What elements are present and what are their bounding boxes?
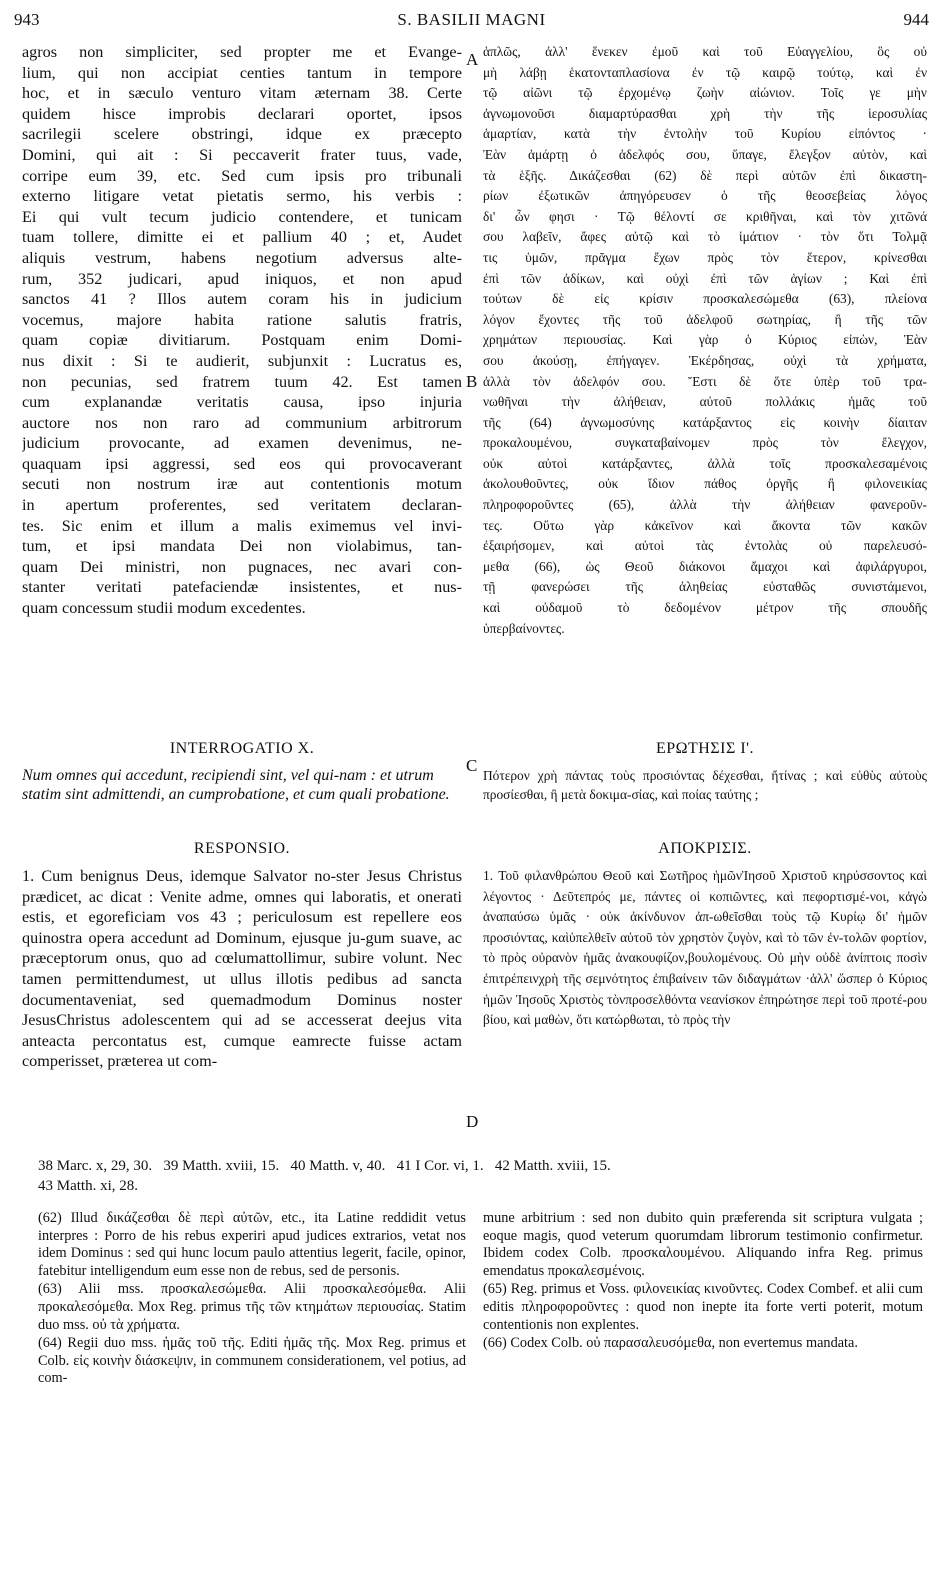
latin-text-line: judicium provocante, ad examen devenimus, ne- xyxy=(22,434,462,453)
greek-text-line: δι' ὧν φησι · Τῷ θέλοντί σε κριθῆναι, καὶ τὸν χιτῶνά xyxy=(483,208,927,224)
margin-marker-c: C xyxy=(466,756,478,775)
greek-answer-line: ἀλλ' ὥσπερ ὁ Κύριος ἡμῶν Ἰησοῦς Χριστὸς τὸν xyxy=(483,970,927,1007)
greek-text-line: ὑπερβαίνοντες. xyxy=(483,620,565,636)
greek-text-line: μὴ λάβῃ ἑκατονταπλασίονα ἐν τῷ καιρῷ τούτῳ, καὶ ἐν xyxy=(483,64,927,80)
greek-text-line: ἀγνωμονοῦσι διαμαρτύρασθαι χρὴ τὴν τῆς ἱεροσυλίας xyxy=(483,105,927,121)
greek-answer-line: ωθεῖσθαι τοὺς τῷ Κυρίῳ δι' ἡμῶν προσιόντας, καὶ xyxy=(483,909,927,945)
latin-text-line: secuti non nostrum iræ aut contentionis motum xyxy=(22,475,462,494)
latin-answer xyxy=(22,866,462,1072)
latin-question xyxy=(22,766,462,804)
greek-text-line: λόγον ἔχοντες τῆς τοῦ ἀδελφοῦ σωτηρίας, ἢ τῆς τῶν xyxy=(483,311,927,327)
latin-answer-line: veniat, sed quemadmodum Dominus noster Jesus xyxy=(22,990,462,1030)
latin-answer-line: recte fuisse actam comperisset, præterea ut com- xyxy=(22,1031,463,1071)
critical-note: (65) Reg. primus et Voss. φιλονεικίας κινοῦντες. Codex Combef. et alii cum editis πληροφοροῦντες : quod non inepte ita forte verti poterit, motum contentionis non explentes. xyxy=(483,1281,923,1333)
greek-answer-line: προσελθόντα νεανίσκον ἐπηρώτησε περὶ τοῦ προτέ- xyxy=(625,991,907,1007)
latin-text-line: non pecunias, sed fratrem tuum 42. Est tamen xyxy=(22,372,462,391)
latin-question-line: probatione, et cum quali probatione. xyxy=(215,786,450,803)
latin-text-line: quidem hisce improbis declarari oportet, ipsos xyxy=(22,104,462,123)
margin-marker-d: D xyxy=(466,1112,479,1131)
latin-answer-line: reficiam vos 43 ; periculosum est repellere eos qui xyxy=(22,908,462,947)
latin-text-line: vocemus, majore habita ratione salutis fratris, xyxy=(22,310,462,329)
greek-text-column xyxy=(483,42,927,639)
greek-answer-line: νοι, κἀγὼ ἀναπαύσω ὑμᾶς · οὐκ ἀκίνδυνον ἀπ- xyxy=(483,888,927,925)
greek-text-line: ἀλλὰ τὸν ἀδελφόν σου. Ἔστι δὲ ὅτε ὑπὲρ τοῦ τρα- xyxy=(483,373,927,389)
critical-notes-right xyxy=(483,1210,923,1354)
latin-answer-line: ejus vita anteacta percontatus est, cumque eam xyxy=(22,1011,462,1050)
greek-section-title: ΕΡΩΤΗΣΙΣ Ι'. xyxy=(655,740,755,757)
greek-question xyxy=(483,766,927,804)
latin-text-line: sanctos 41 ? Illos autem coram his in judicium xyxy=(22,290,462,309)
page-number-left: 943 xyxy=(14,10,40,29)
footnote-references xyxy=(38,1156,928,1196)
critical-note: (66) Codex Colb. οὐ παρασαλευσόμεθα, non evertemus mandata. xyxy=(483,1335,858,1352)
footnote-reference-line: 38 Marc. x, 29, 30. 39 Matth. xviii, 15. 40 Matth. v, 40. 41 I Cor. vi, 1. 42 Matth. xviii, 15. xyxy=(38,1158,611,1174)
latin-text-line: aliquis vestrum, habens negotium adversus alte- xyxy=(22,248,462,267)
latin-answer-line: 1. Cum benignus Deus, idemque Salvator no- xyxy=(22,867,337,885)
greek-answer xyxy=(483,866,927,1031)
latin-text-line: quam copiæ divitiarum. Postquam enim Domi- xyxy=(22,331,462,350)
greek-answer-line: βουλομένους. Οὐ μὴν οὐδὲ ἀνίπτοις ποσὶν ἐπιτρέπειν xyxy=(483,950,927,986)
greek-answer-line: ὑπελθεῖν αὐτοῦ τὸν χρηστὸν ζυγὸν, καὶ τὸ τῶν ἐν- xyxy=(568,929,844,945)
latin-text-line: quam concessum studii modum excedentes. xyxy=(22,599,306,618)
critical-note: mune arbitrium : sed non dubito quin præferenda sit scriptura vulgata ; eoque magis, quod veterum quorumdam librorum testimonio confirmetur. Ibidem codex Colb. προσκαλουμένου. Aliquando infra Reg. primus emendatus προκαλεσμένοις. xyxy=(483,1210,923,1279)
critical-note: (63) Alii mss. προσκαλεσώμεθα. Alii προσκαλεσόμεθα. Alii προκαλεσόμεθα. Mox Reg. primus τῆς τῶν κτημάτων περιουσίας. Statim duo mss. οὐ τὰ χρήματα. xyxy=(38,1281,466,1333)
latin-question-line: Num omnes qui accedunt, recipiendi sint, vel qui- xyxy=(22,767,340,784)
latin-answer-line: Christus adolescentem qui ad se accesserat de xyxy=(56,1011,400,1030)
greek-text-line: τῇ φανερώσει τῆς ἀληθείας εὐσταθῶς συνιστάμενοι, xyxy=(483,579,927,595)
margin-marker-a: A xyxy=(466,50,479,69)
greek-text-line: ἁμαρτίαν, κατὰ τὴν ἐντολὴν τοῦ Κυρίου εἰπόντος · xyxy=(483,126,927,142)
greek-text-line: τις ὑμῶν, πρᾶγμα ἔχων πρὸς τὸν ἕτερον, κρίνεσθαι xyxy=(483,249,927,265)
latin-text-line: sacrilegii scelere obstringi, idque ex præcepto xyxy=(22,125,462,144)
greek-text-line: προκαλουμένου, συγκαταβαίνομεν πρὸς τὸν ἔλεγχον, xyxy=(483,435,927,451)
latin-text-line: quam Dei ministri, non pugnaces, nec avari con- xyxy=(22,557,462,576)
greek-question-line: σίας, καὶ ποίας ταύτης ; xyxy=(631,787,759,802)
margin-marker-b: B xyxy=(466,372,478,391)
critical-note: (64) Regii duo mss. ἡμᾶς τοῦ τῆς. Editi ἡμᾶς τῆς. Mox Reg. primus et Colb. εἰς κοινὴν διάσκεψιν, in communem considerationem, vel potius, ad com- xyxy=(38,1335,466,1387)
greek-response-title: ΑΠΟΚΡΙΣΙΣ. xyxy=(658,840,752,857)
latin-text-line: quaquam ipsi aggressi, sed eos qui provocaverant xyxy=(22,454,462,473)
greek-text-line: ἐξαιρήσομεν, καὶ αὐτοὶ τὰς ἐντολὰς οὐ παρελευσό- xyxy=(483,538,927,554)
greek-answer-line: Ἰησοῦ Χριστοῦ κηρύσσοντος καὶ λέγοντος · Δεῦτε xyxy=(483,868,927,904)
latin-answer-line: est, ut ullus illotis pedibus ad sancta documenta xyxy=(22,969,462,1009)
greek-text-line: καὶ οὐδαμοῦ τὸ δεδομένον μέτρον τῆς σπουδῆς xyxy=(483,600,927,616)
greek-text-line: ἁπλῶς, ἀλλ' ἕνεκεν ἐμοῦ καὶ τοῦ Εὐαγγελίου, ὃς οὐ xyxy=(483,44,927,59)
latin-text-line: Domini, qui ait : Si peccaverit frater tuus, vade, xyxy=(22,145,462,164)
latin-text-line: stanter veritati patefaciendæ insistentes, et nus- xyxy=(22,578,462,597)
greek-text-line: μεθα (66), ὡς Θεοῦ διάκονοι ἄμαχοι καὶ ἀφιλάργυροι, xyxy=(483,558,927,574)
latin-response-title: RESPONSIO. xyxy=(193,840,291,857)
greek-text-line: τούτων δὲ εἰς κρίσιν προσκαλεσώμεθα (63), πλείονα xyxy=(483,291,927,307)
greek-answer-line: 1. Τοῦ φιλανθρώπου Θεοῦ καὶ Σωτῆρος ἡμῶν xyxy=(483,868,742,883)
latin-answer-line: me, omnes qui laboratis, et onerati estis, et ego xyxy=(22,887,463,927)
latin-text-line: agros non simpliciter, sed propter me et Evange- xyxy=(22,43,462,61)
greek-text-line: ἀκολουθοῦντες, οὐκ ἴδιον πάθος ὀργῆς ἢ φιλονεικίας xyxy=(483,476,927,492)
greek-text-line: ρίων ἐξωτικῶν ἀπηγόρευσεν ὁ τῆς θεοσεβείας λόγος xyxy=(483,188,927,204)
greek-question-line: τίνας ; καὶ εὐθὺς αὐτοὺς προσίεσθαι, ἢ μετὰ δοκιμα- xyxy=(483,768,927,802)
greek-text-line: οὐκ αὐτοὶ κατάρξαντες, ἀλλὰ τοῖς προσκαλεσαμένοις xyxy=(483,455,927,471)
greek-text-line: χρημάτων περιουσίας. Καὶ γὰρ ὁ Κύριος εἰπὼν, Ἐὰν xyxy=(483,332,927,348)
critical-notes-left xyxy=(38,1210,466,1389)
greek-text-line: τες. Οὕτω γὰρ κἀκεῖνον καὶ ἄκοντα τῶν κακῶν xyxy=(483,517,927,533)
footnote-reference-line: 43 Matth. xi, 28. xyxy=(38,1178,138,1194)
page-number-right: 944 xyxy=(903,10,929,29)
greek-text-line: τῆς (64) ἀγνωμοσύνης κατάρξαντος εἰς κοινὴν δίαιταν xyxy=(483,414,927,430)
latin-text-line: rum, 352 judicari, apud iniquos, et non apud xyxy=(22,269,462,288)
greek-answer-line: ρου βίου, καὶ μαθὼν, ὅτι κατώρθωται, τὸ πρὸς τὴν xyxy=(483,991,927,1028)
greek-text-line: Ἐὰν ἁμάρτῃ ὁ ἀδελφός σου, ὕπαγε, ἔλεγξον αὐτὸν, καὶ xyxy=(483,146,927,162)
latin-text-line: hoc, et in sæculo venturo vitam æternam 38. Certe xyxy=(22,84,462,103)
latin-text-line: tum, et ipsi mandata Dei non violabimus, tan- xyxy=(22,537,462,556)
critical-note: (62) Illud δικάζεσθαι δὲ περὶ αὐτῶν, etc., ita Latine reddidit vetus interpres : Porro de his rebus experiri apud judices extrarios, vetat nos idem Dominus : sed qui hunc locum paulo attentius legerit, facile, opinor, fatebitur intelligendum eum esse non de rebus, sed de personis. xyxy=(38,1210,466,1279)
latin-answer-line: attollimur, subire volunt. Nec tamen permittendum xyxy=(22,949,463,988)
greek-text-line: πληροφοροῦντες (65), ἀλλὰ τὴν ἀλήθειαν φανεροῦν- xyxy=(483,497,927,513)
latin-text-line: tes. Sic enim et illum a malis eximemus vel invi- xyxy=(22,516,462,535)
running-title: S. BASILII MAGNI xyxy=(397,10,546,29)
latin-text-line: corripe eum 39, etc. Sed cum ipsis pro tribunali xyxy=(22,166,462,185)
latin-text-line: cum explanandæ veritatis causa, ipso injuria xyxy=(22,393,462,412)
latin-answer-line: nostra opera accedunt ad Dominum, ejusque ju- xyxy=(42,928,366,947)
greek-answer-line: τολῶν φορτίον, τὸ πρὸς οὐρανὸν ἡμᾶς ἀνακουφίζον, xyxy=(483,929,927,966)
greek-text-line: τῷ αἰῶνι τῷ ἐρχομένῳ ζωὴν αἰώνιον. Τοῖς γε μὴν xyxy=(483,85,927,101)
latin-text-line: externo litigare vetat pietatis sermo, his verbis : xyxy=(22,187,462,206)
latin-text-line: lium, qui non accipiat centies tantum in tempore xyxy=(22,63,462,82)
greek-text-line: τὰ ἑξῆς. Δικάζεσθαι (62) δὲ περὶ αὐτῶν ἐπὶ δικαστη- xyxy=(483,167,927,183)
latin-text-column xyxy=(22,42,462,619)
greek-text-line: σου λαβεῖν, ἄφες αὐτῷ καὶ τὸ ἱμάτιον · τὸν ὅτι Τολμᾷ xyxy=(483,229,927,245)
greek-answer-line: χρὴ τῆς σεμνότητος ἐπιβαίνειν τῶν διδαγμάτων · xyxy=(538,970,811,986)
latin-question-line: nam : et utrum statim sint admittendi, an cum xyxy=(22,767,434,803)
latin-text-line: in apertum proferentes, sed veritatem declaran- xyxy=(22,496,462,515)
running-header xyxy=(14,10,929,36)
latin-text-line: tuam tollere, dimitte ei et pallium 40 ; et, Audet xyxy=(22,228,462,247)
greek-text-line: σου ἀκούσῃ, ἐπήγαγεν. Ἐκέρδησας, οὐχὶ τὰ χρήματα, xyxy=(483,352,927,368)
latin-text-line: nus dixit : Si te audierit, subjunxit : Lucratus es, xyxy=(22,351,462,370)
latin-text-line: Ei qui vult tecum judicio contendere, et tunicam xyxy=(22,207,462,226)
greek-question-line: Πότερον χρὴ πάντας τοὺς προσιόντας δέχεσθαι, ἤ xyxy=(483,768,779,783)
greek-text-line: νωθῆναι τὴν ἀλήθειαν, αὐτοῦ πολλάκις ἡμᾶς τοῦ xyxy=(483,394,927,410)
greek-answer-line: πρός με, πάντες οἱ κοπιῶντες, καὶ πεφορτισμέ- xyxy=(584,888,870,904)
latin-answer-line: gum suave, ac præceptorum onus, quo ad cœlum xyxy=(22,928,462,968)
latin-section-title: INTERROGATIO X. xyxy=(169,740,315,757)
greek-text-line: ἐπὶ τῶν ἀδίκων, καὶ οὐχὶ ἐπὶ τῶν ἁγίων ; Καὶ ἐπὶ xyxy=(483,270,927,286)
latin-text-line: auctore nos non raro ad communium arbitrorum xyxy=(22,413,462,432)
latin-answer-line: ster Jesus Christus prædicet, ac dicat : Venite ad xyxy=(22,867,462,906)
